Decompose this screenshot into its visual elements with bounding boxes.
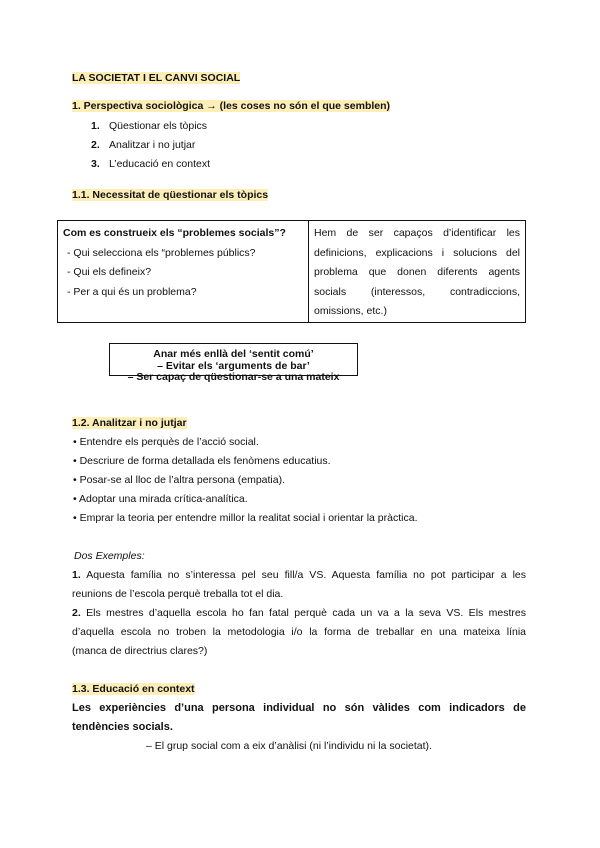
table-right-cell xyxy=(309,221,526,323)
list-item xyxy=(91,139,195,151)
table-left-item: - Per a qui és un problema? xyxy=(67,285,197,298)
example-2-line-3: (manca de directrius clares?) xyxy=(72,645,208,657)
table-left-title: Com es construeix els “problemes socials”? xyxy=(63,227,286,239)
box-line: – Ser capaç de qüestionar-se a una mateix xyxy=(127,371,340,383)
example-2-line-1 xyxy=(72,607,526,619)
context-bold-line-1: Les experiències d’una persona individual no són vàlides com indicadors de xyxy=(72,702,526,714)
questions-table xyxy=(57,220,526,323)
section-1-heading: 1. Perspectiva sociològica → (les coses no són el que semblen) xyxy=(72,100,391,112)
box-line: Anar més enllà del ‘sentit comú’ xyxy=(153,348,314,360)
table-left-item: - Qui els defineix? xyxy=(67,266,152,278)
list-item xyxy=(91,120,207,132)
section-1-3-heading: 1.3. Educació en context xyxy=(72,683,195,695)
example-2-line-2: d’aquella escola no troben la metodologia i/o la forma de treballar en una mateixa línia xyxy=(72,626,526,638)
table-right-line: definicions, explicacions i solucions del xyxy=(314,246,520,259)
table-left-cell xyxy=(58,221,309,323)
document-title: LA SOCIETAT I EL CANVI SOCIAL xyxy=(72,72,241,84)
context-dash-line: – El grup social com a eix d’anàlisi (ni l’individu ni la societat). xyxy=(146,740,432,752)
example-1-line-2: reunions de l’escola perquè treballa tot el dia. xyxy=(72,588,284,600)
table-right-line: Hem de ser capaços d’identificar les xyxy=(314,227,520,239)
list-item xyxy=(91,158,210,170)
context-bold-line-2: tendències socials. xyxy=(72,721,173,733)
example-2-number: 2. xyxy=(72,607,81,619)
bullet-item: • Adoptar una mirada crítica-analítica. xyxy=(73,493,248,505)
list-item-text: L’educació en context xyxy=(109,158,210,170)
table-left-item: - Qui selecciona els “problemes públics? xyxy=(67,246,256,259)
bullet-item: • Entendre els perquès de l’acció social. xyxy=(73,436,259,448)
bullet-item: • Posar-se al lloc de l’altra persona (empatia). xyxy=(73,474,286,486)
bullet-item: • Descriure de forma detallada els fenòmens educatius. xyxy=(73,455,331,467)
list-item-number: 3. xyxy=(91,158,100,170)
examples-label: Dos Exemples: xyxy=(74,550,145,562)
example-1-text: Aquesta família no s’interessa pel seu fill/a VS. Aquesta família no pot participar a les xyxy=(86,569,526,581)
section-1-2-heading: 1.2. Analitzar i no jutjar xyxy=(72,417,187,429)
table-right-line: socials (interessos, contradiccions, xyxy=(314,285,520,298)
list-item-text: Qüestionar els tòpics xyxy=(109,120,208,132)
list-item-number: 2. xyxy=(91,139,100,151)
list-item-number: 1. xyxy=(91,120,100,132)
box-line: – Evitar els ‘arguments de bar’ xyxy=(157,359,310,372)
common-sense-box xyxy=(109,343,358,383)
section-1-1-heading: 1.1. Necessitat de qüestionar els tòpics xyxy=(72,189,269,201)
table-right-line: omissions, etc.) xyxy=(314,305,387,317)
example-1-number: 1. xyxy=(72,569,81,581)
table-right-line: problema que donen diferents agents xyxy=(314,266,520,278)
example-1-line-1 xyxy=(72,569,526,581)
bullet-item: • Emprar la teoria per entendre millor la realitat social i orientar la pràctica. xyxy=(73,512,418,524)
example-2-text: Els mestres d’aquella escola ho fan fatal perquè cada un va a la seva VS. Els mestres xyxy=(86,607,526,619)
list-item-text: Analitzar i no jutjar xyxy=(109,139,196,151)
